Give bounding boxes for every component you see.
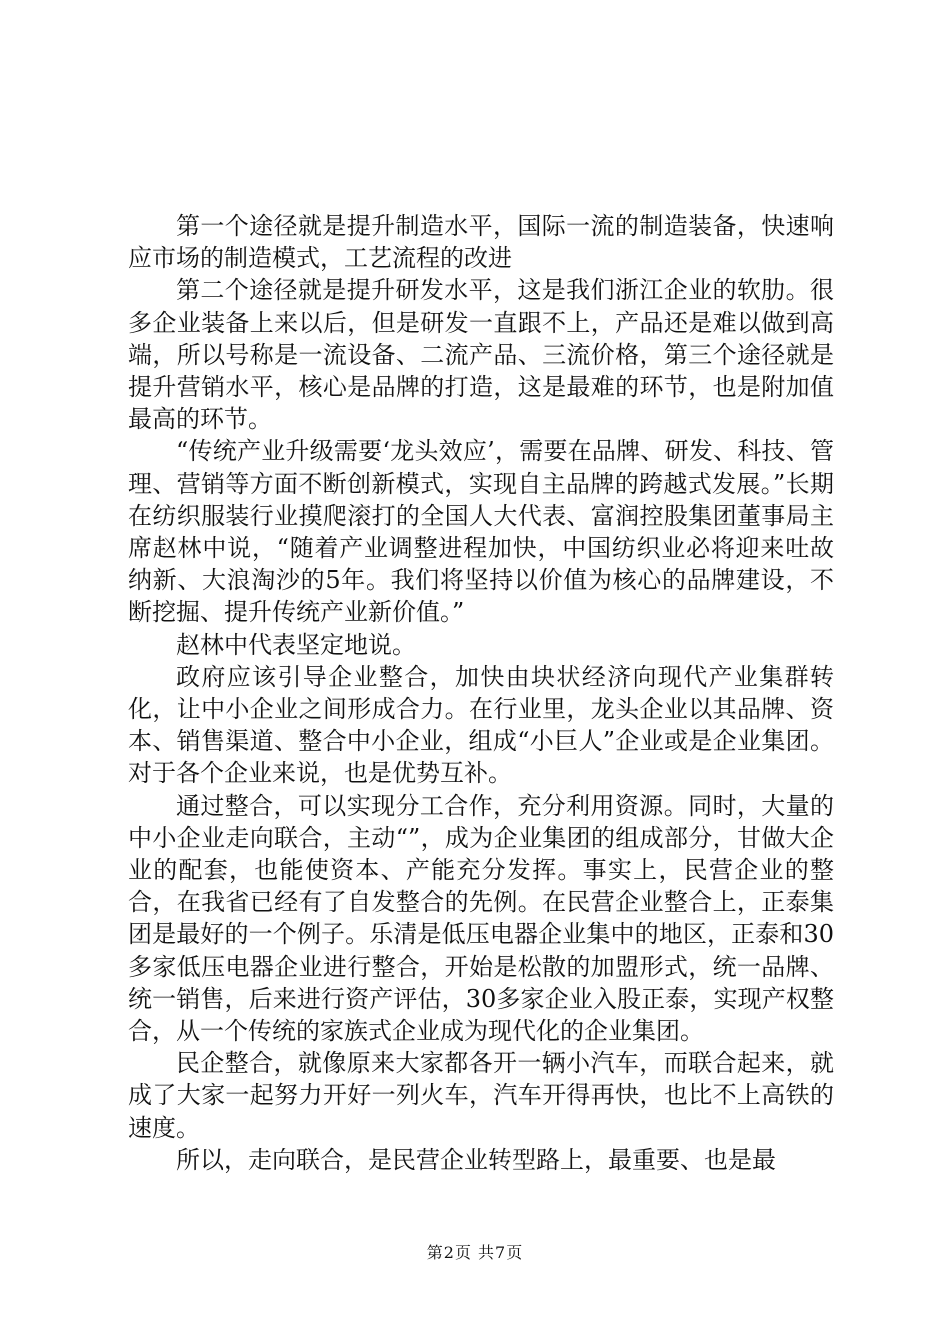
document-body: [128, 210, 834, 1176]
paragraph: 第二个途径就是提升研发水平，这是我们浙江企业的软肋。很多企业装备上来以后，但是研发一直跟不上，产品还是难以做到高端，所以号称是一流设备、二流产品、三流价格，第三个途径就是提升营销水平，核心是品牌的打造，这是最难的环节，也是附加值最高的环节。: [128, 276, 834, 434]
paragraph: “传统产业升级需要‘龙头效应’，需要在品牌、研发、科技、管理、营销等方面不断创新模式，实现自主品牌的跨越式发展。”长期在纺织服装行业摸爬滚打的全国人大代表、富润控股集团董事局主席赵林中说，“随着产业调整进程加快，中国纺织业必将迎来吐故纳新、大浪淘沙的5年。我们将坚持以价值为核心的品牌建设，不断挖掘、提升传统产业新价值。”: [128, 437, 834, 627]
paragraph: 第一个途径就是提升制造水平，国际一流的制造装备，快速响应市场的制造模式，工艺流程的改进: [128, 212, 834, 273]
paragraph: 政府应该引导企业整合，加快由块状经济向现代产业集群转化，让中小企业之间形成合力。在行业里，龙头企业以其品牌、资本、销售渠道、整合中小企业，组成“小巨人”企业或是企业集团。对于各个企业来说，也是优势互补。: [128, 662, 834, 788]
paragraph: 赵林中代表坚定地说。: [176, 630, 416, 659]
paragraph: 所以，走向联合，是民营企业转型路上，最重要、也是最: [176, 1145, 776, 1174]
paragraph: 民企整合，就像原来大家都各开一辆小汽车，而联合起来，就成了大家一起努力开好一列火车，汽车开得再快，也比不上高铁的速度。: [128, 1049, 834, 1142]
page-footer: 第2页 共7页: [426, 1243, 524, 1262]
paragraph: 通过整合，可以实现分工合作，充分利用资源。同时，大量的中小企业走向联合，主动“”，成为企业集团的组成部分，甘做大企业的配套，也能使资本、产能充分发挥。事实上，民营企业的整合，在我省已经有了自发整合的先例。在民营企业整合上，正泰集团是最好的一个例子。乐清是低压电器企业集中的地区，正泰和30多家低压电器企业进行整合，开始是松散的加盟形式，统一品牌、统一销售，后来进行资产评估，30多家企业入股正泰，实现产权整合，从一个传统的家族式企业成为现代化的企业集团。: [128, 791, 834, 1046]
